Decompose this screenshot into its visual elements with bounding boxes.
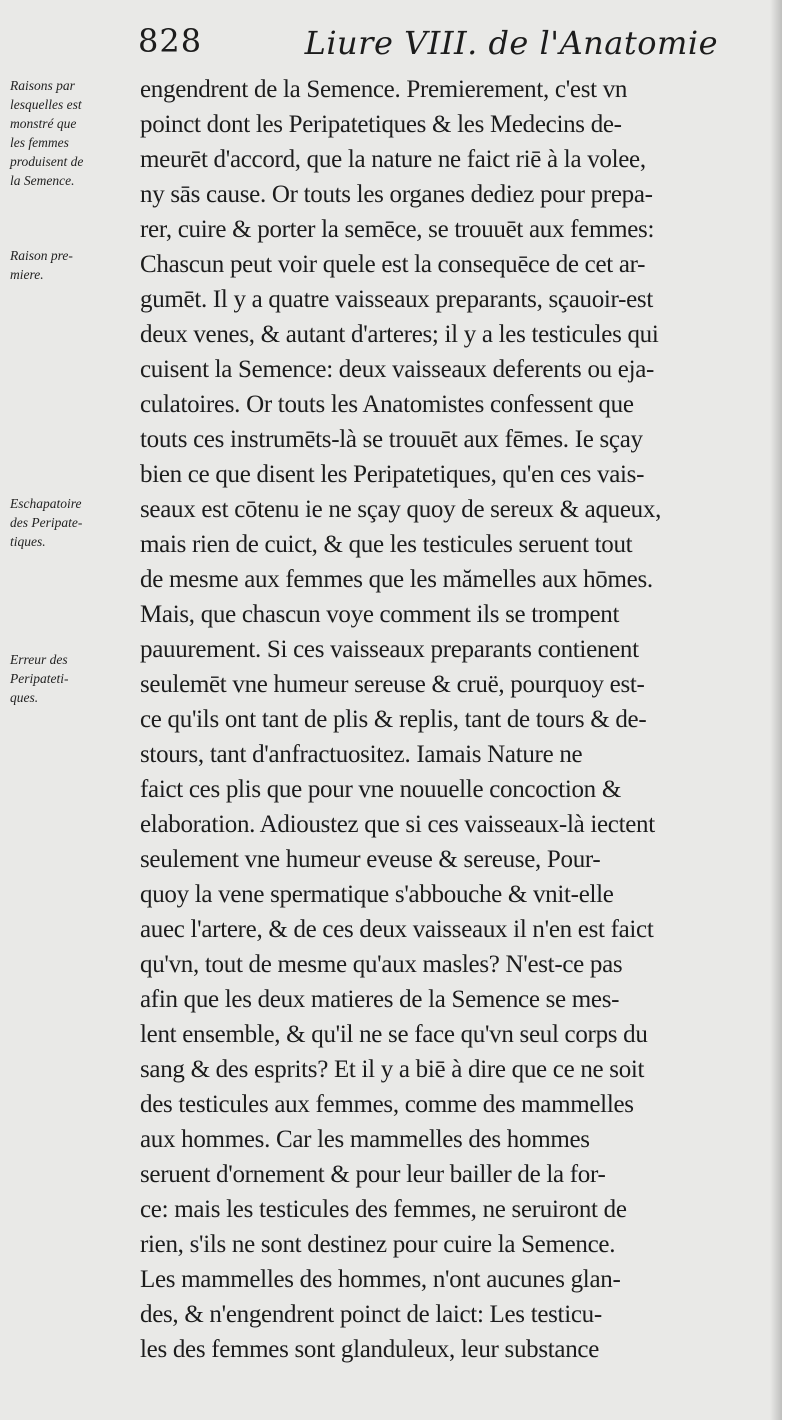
text-line: seulemēt vne humeur sereuse & cruë, pourquoy est- <box>140 671 645 698</box>
margin-note <box>10 76 150 190</box>
text-line: afin que les deux matieres de la Semence se mes- <box>140 986 620 1013</box>
text-line: de mesme aux femmes que les mămelles aux hōmes. <box>140 566 653 593</box>
margin-note-line: des Peripate- <box>10 515 83 530</box>
text-line: elaboration. Adioustez que si ces vaisseaux-là iectent <box>140 811 655 838</box>
page-number: 828 <box>138 22 203 60</box>
text-line: pauurement. Si ces vaisseaux preparants contienent <box>140 636 639 663</box>
margin-note-line: les femmes <box>10 135 69 150</box>
text-line: mais rien de cuict, & que les testicules seruent tout <box>140 531 633 558</box>
running-title: Liure VIII. de l'Anatomie <box>304 24 718 62</box>
margin-note-line: monstré que <box>10 116 77 131</box>
text-line: qu'vn, tout de mesme qu'aux masles? N'est-ce pas <box>140 951 623 978</box>
text-line: ny sās cause. Or touts les organes dediez pour prepa- <box>140 181 653 208</box>
page-header <box>138 14 758 72</box>
margin-note <box>10 494 150 551</box>
margin-note-line: ques. <box>10 690 39 705</box>
text-line: quoy la vene spermatique s'abbouche & vnit-elle <box>140 881 614 908</box>
text-line: deux venes, & autant d'arteres; il y a les testicules qui <box>140 321 659 348</box>
margin-note-line: Eschapatoire <box>10 496 82 511</box>
margin-note-line: Erreur des <box>10 652 68 667</box>
text-line: auec l'artere, & de ces deux vaisseaux il n'en est faict <box>140 916 654 943</box>
text-line: stours, tant d'anfractuositez. Iamais Nature ne <box>140 741 583 768</box>
text-line: ce: mais les testicules des femmes, ne seruiront de <box>140 1196 627 1223</box>
page-gutter-shadow <box>770 0 782 1420</box>
margin-note-line: produisent de <box>10 154 84 169</box>
page-edge <box>782 0 800 1420</box>
text-line: Chascun peut voir quele est la consequēce de cet ar- <box>140 251 646 278</box>
text-line: lent ensemble, & qu'il ne se face qu'vn seul corps du <box>140 1021 648 1048</box>
text-line: touts ces instrumēts-là se trouuēt aux fēmes. Ie sçay <box>140 426 643 453</box>
text-line: des, & n'engendrent poinct de laict: Les testicu- <box>140 1301 602 1328</box>
text-line: seulement vne humeur eveuse & sereuse, Pour- <box>140 846 601 873</box>
text-line: aux hommes. Car les mammelles des hommes <box>140 1126 590 1153</box>
margin-note-line: Raison pre- <box>10 248 73 263</box>
text-line: gumēt. Il y a quatre vaisseaux preparants, sçauoir-est <box>140 286 653 313</box>
text-line: poinct dont les Peripatetiques & les Medecins de- <box>140 111 622 138</box>
margin-note-line: lesquelles est <box>10 97 82 112</box>
text-line: meurēt d'accord, que la nature ne faict riē à la volee, <box>140 146 646 173</box>
text-line: rer, cuire & porter la semēce, se trouuēt aux femmes: <box>140 216 655 243</box>
text-line: seaux est cōtenu ie ne sçay quoy de sereux & aqueux, <box>140 496 662 523</box>
text-line: culatoires. Or touts les Anatomistes confessent que <box>140 391 634 418</box>
margin-note-line: miere. <box>10 267 44 282</box>
margin-note-line: Raisons par <box>10 78 75 93</box>
text-line: ce qu'ils ont tant de plis & replis, tant de tours & de- <box>140 706 647 733</box>
text-line: des testicules aux femmes, comme des mammelles <box>140 1091 634 1118</box>
text-line: rien, s'ils ne sont destinez pour cuire la Semence. <box>140 1231 616 1258</box>
text-line: engendrent de la Semence. Premierement, c'est vn <box>140 76 628 103</box>
text-line: cuisent la Semence: deux vaisseaux deferents ou eja- <box>140 356 655 383</box>
text-line: faict ces plis que pour vne nouuelle concoction & <box>140 776 621 803</box>
margin-note <box>10 246 150 284</box>
margin-note-line: Peripateti- <box>10 671 69 686</box>
margin-note-line: la Semence. <box>10 173 75 188</box>
margin-note-line: tiques. <box>10 534 46 549</box>
text-line: seruent d'ornement & pour leur bailler de la for- <box>140 1161 606 1188</box>
text-line: bien ce que disent les Peripatetiques, qu'en ces vais- <box>140 461 645 488</box>
text-line: sang & des esprits? Et il y a biē à dire que ce ne soit <box>140 1056 645 1083</box>
text-line: Mais, que chascun voye comment ils se trompent <box>140 601 620 628</box>
margin-note <box>10 650 150 707</box>
text-line: Les mammelles des hommes, n'ont aucunes glan- <box>140 1266 621 1293</box>
text-line: les des femmes sont glanduleux, leur substance <box>140 1336 600 1363</box>
